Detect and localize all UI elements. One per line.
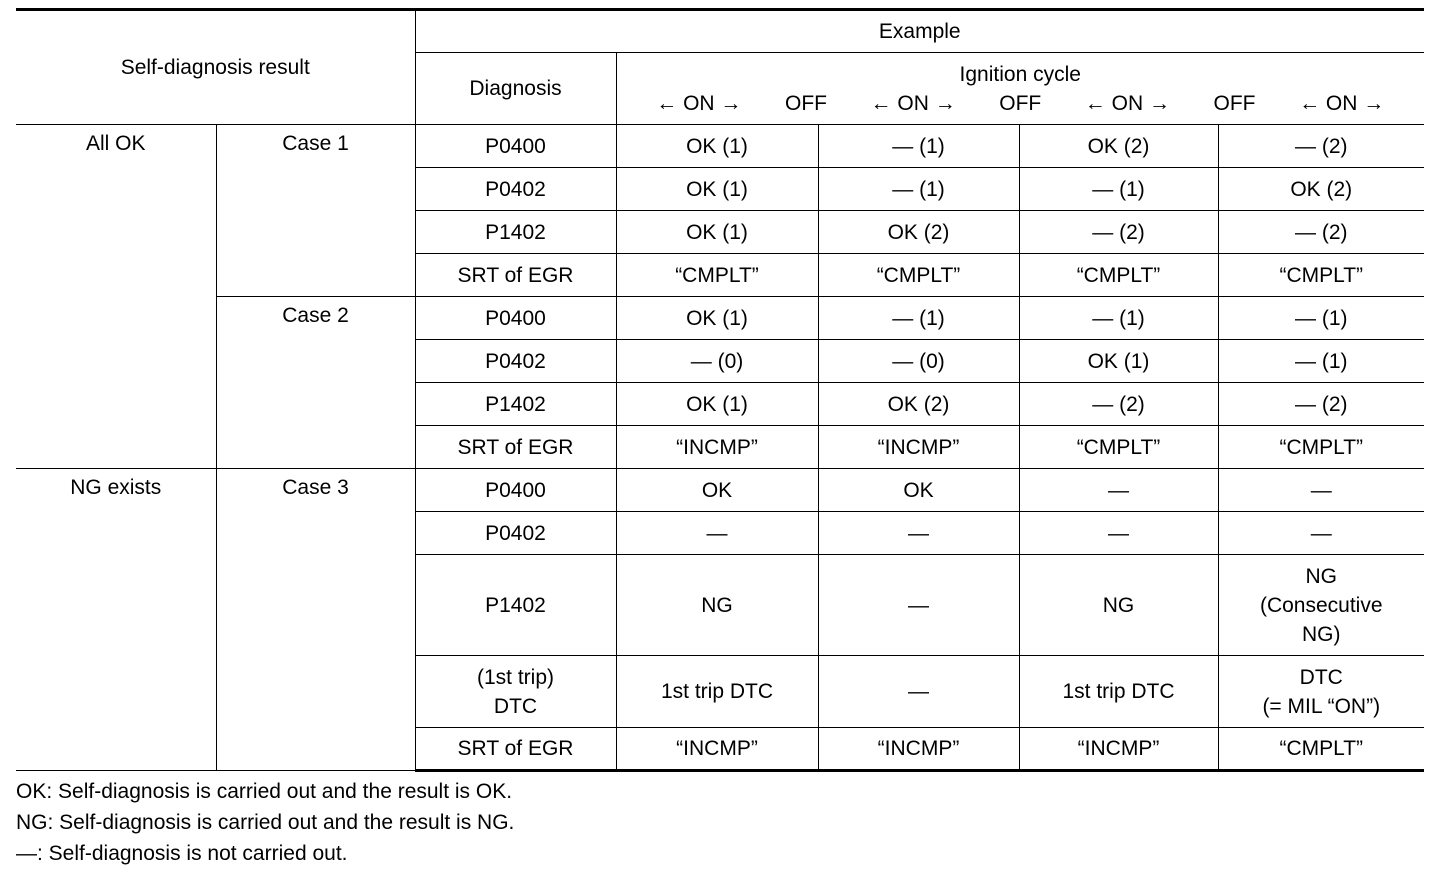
result-cell: OK (1) bbox=[616, 125, 818, 168]
result-cell: “INCMP” bbox=[616, 426, 818, 469]
result-cell: 1st trip DTC bbox=[616, 656, 818, 728]
result-cell: DTC (= MIL “ON”) bbox=[1218, 656, 1424, 728]
result-cell: — bbox=[818, 555, 1019, 656]
result-cell: — (2) bbox=[1019, 211, 1218, 254]
diagnosis-cell: P0400 bbox=[415, 297, 616, 340]
diagnosis-cell: P1402 bbox=[415, 383, 616, 426]
result-cell: “INCMP” bbox=[616, 728, 818, 771]
result-cell: NG bbox=[616, 555, 818, 656]
result-cell: OK (2) bbox=[818, 383, 1019, 426]
result-cell: “INCMP” bbox=[818, 728, 1019, 771]
result-cell: — bbox=[616, 512, 818, 555]
result-cell: OK (1) bbox=[616, 297, 818, 340]
result-cell: — bbox=[1218, 512, 1424, 555]
diagnosis-header: Diagnosis bbox=[415, 53, 616, 125]
result-cell: — (1) bbox=[1218, 297, 1424, 340]
diagnosis-cell: P0402 bbox=[415, 168, 616, 211]
diagnosis-cell: P0402 bbox=[415, 340, 616, 383]
result-cell: OK (1) bbox=[616, 211, 818, 254]
result-cell: OK (2) bbox=[1218, 168, 1424, 211]
result-cell: “CMPLT” bbox=[1218, 728, 1424, 771]
result-cell: “INCMP” bbox=[1019, 728, 1218, 771]
result-cell: — bbox=[818, 656, 1019, 728]
group-all-ok: All OK bbox=[16, 125, 216, 469]
legend-notes bbox=[16, 776, 1424, 869]
result-cell: “CMPLT” bbox=[1218, 426, 1424, 469]
result-cell: “CMPLT” bbox=[616, 254, 818, 297]
result-cell: “CMPLT” bbox=[818, 254, 1019, 297]
result-cell: 1st trip DTC bbox=[1019, 656, 1218, 728]
diagnosis-cell: P0400 bbox=[415, 469, 616, 512]
self-diagnosis-result-header: Self-diagnosis result bbox=[16, 10, 415, 125]
cycle-state: ← ON → bbox=[1299, 91, 1385, 115]
ignition-cycle-states bbox=[617, 89, 1425, 118]
result-cell: OK bbox=[818, 469, 1019, 512]
result-cell: — (1) bbox=[1019, 168, 1218, 211]
diagnosis-cell: SRT of EGR bbox=[415, 426, 616, 469]
result-cell: OK (1) bbox=[1019, 340, 1218, 383]
note-ok: OK: Self-diagnosis is carried out and the result is OK. bbox=[16, 780, 513, 803]
diagnosis-cell: SRT of EGR bbox=[415, 728, 616, 771]
result-cell: OK (1) bbox=[616, 383, 818, 426]
result-cell: OK bbox=[616, 469, 818, 512]
ignition-cycle-header bbox=[616, 53, 1424, 125]
cycle-state: OFF bbox=[999, 91, 1042, 115]
result-cell: NG bbox=[1019, 555, 1218, 656]
result-cell: — (2) bbox=[1218, 383, 1424, 426]
result-cell: OK (2) bbox=[818, 211, 1019, 254]
result-cell: — bbox=[1218, 469, 1424, 512]
result-cell: — bbox=[1019, 512, 1218, 555]
group-ng-exists: NG exists bbox=[16, 469, 216, 771]
diagnosis-cell: P1402 bbox=[415, 211, 616, 254]
result-cell: — (1) bbox=[1019, 297, 1218, 340]
note-ng: NG: Self-diagnosis is carried out and the result is NG. bbox=[16, 811, 515, 834]
diagnosis-cell: P0400 bbox=[415, 125, 616, 168]
case-2-label: Case 2 bbox=[216, 297, 415, 469]
cycle-state: ← ON → bbox=[656, 91, 742, 115]
case-1-label: Case 1 bbox=[216, 125, 415, 297]
note-dash: —: Self-diagnosis is not carried out. bbox=[16, 842, 348, 865]
result-cell: “CMPLT” bbox=[1019, 426, 1218, 469]
result-cell: — bbox=[1019, 469, 1218, 512]
result-cell: — (0) bbox=[616, 340, 818, 383]
case-3-label: Case 3 bbox=[216, 469, 415, 771]
result-cell: NG (Consecutive NG) bbox=[1218, 555, 1424, 656]
example-header: Example bbox=[415, 10, 1424, 53]
result-cell: — (0) bbox=[818, 340, 1019, 383]
result-cell: — (1) bbox=[818, 168, 1019, 211]
diagnosis-cell: P0402 bbox=[415, 512, 616, 555]
cycle-state: ← ON → bbox=[1084, 91, 1170, 115]
result-cell: — (2) bbox=[1218, 211, 1424, 254]
cycle-state: OFF bbox=[1213, 91, 1256, 115]
cycle-state: ← ON → bbox=[870, 91, 956, 115]
result-cell: — (1) bbox=[818, 125, 1019, 168]
result-cell: OK (1) bbox=[616, 168, 818, 211]
diagnosis-cell: P1402 bbox=[415, 555, 616, 656]
ignition-cycle-label: Ignition cycle bbox=[959, 62, 1081, 86]
result-cell: “CMPLT” bbox=[1019, 254, 1218, 297]
diagnosis-cell: (1st trip) DTC bbox=[415, 656, 616, 728]
cycle-state: OFF bbox=[784, 91, 827, 115]
result-cell: — (2) bbox=[1218, 125, 1424, 168]
self-diagnosis-table bbox=[16, 8, 1424, 772]
result-cell: — (1) bbox=[1218, 340, 1424, 383]
result-cell: — (1) bbox=[818, 297, 1019, 340]
result-cell: “CMPLT” bbox=[1218, 254, 1424, 297]
result-cell: “INCMP” bbox=[818, 426, 1019, 469]
diagnosis-cell: SRT of EGR bbox=[415, 254, 616, 297]
srt-table-figure bbox=[16, 8, 1424, 869]
result-cell: — (2) bbox=[1019, 383, 1218, 426]
result-cell: OK (2) bbox=[1019, 125, 1218, 168]
result-cell: — bbox=[818, 512, 1019, 555]
